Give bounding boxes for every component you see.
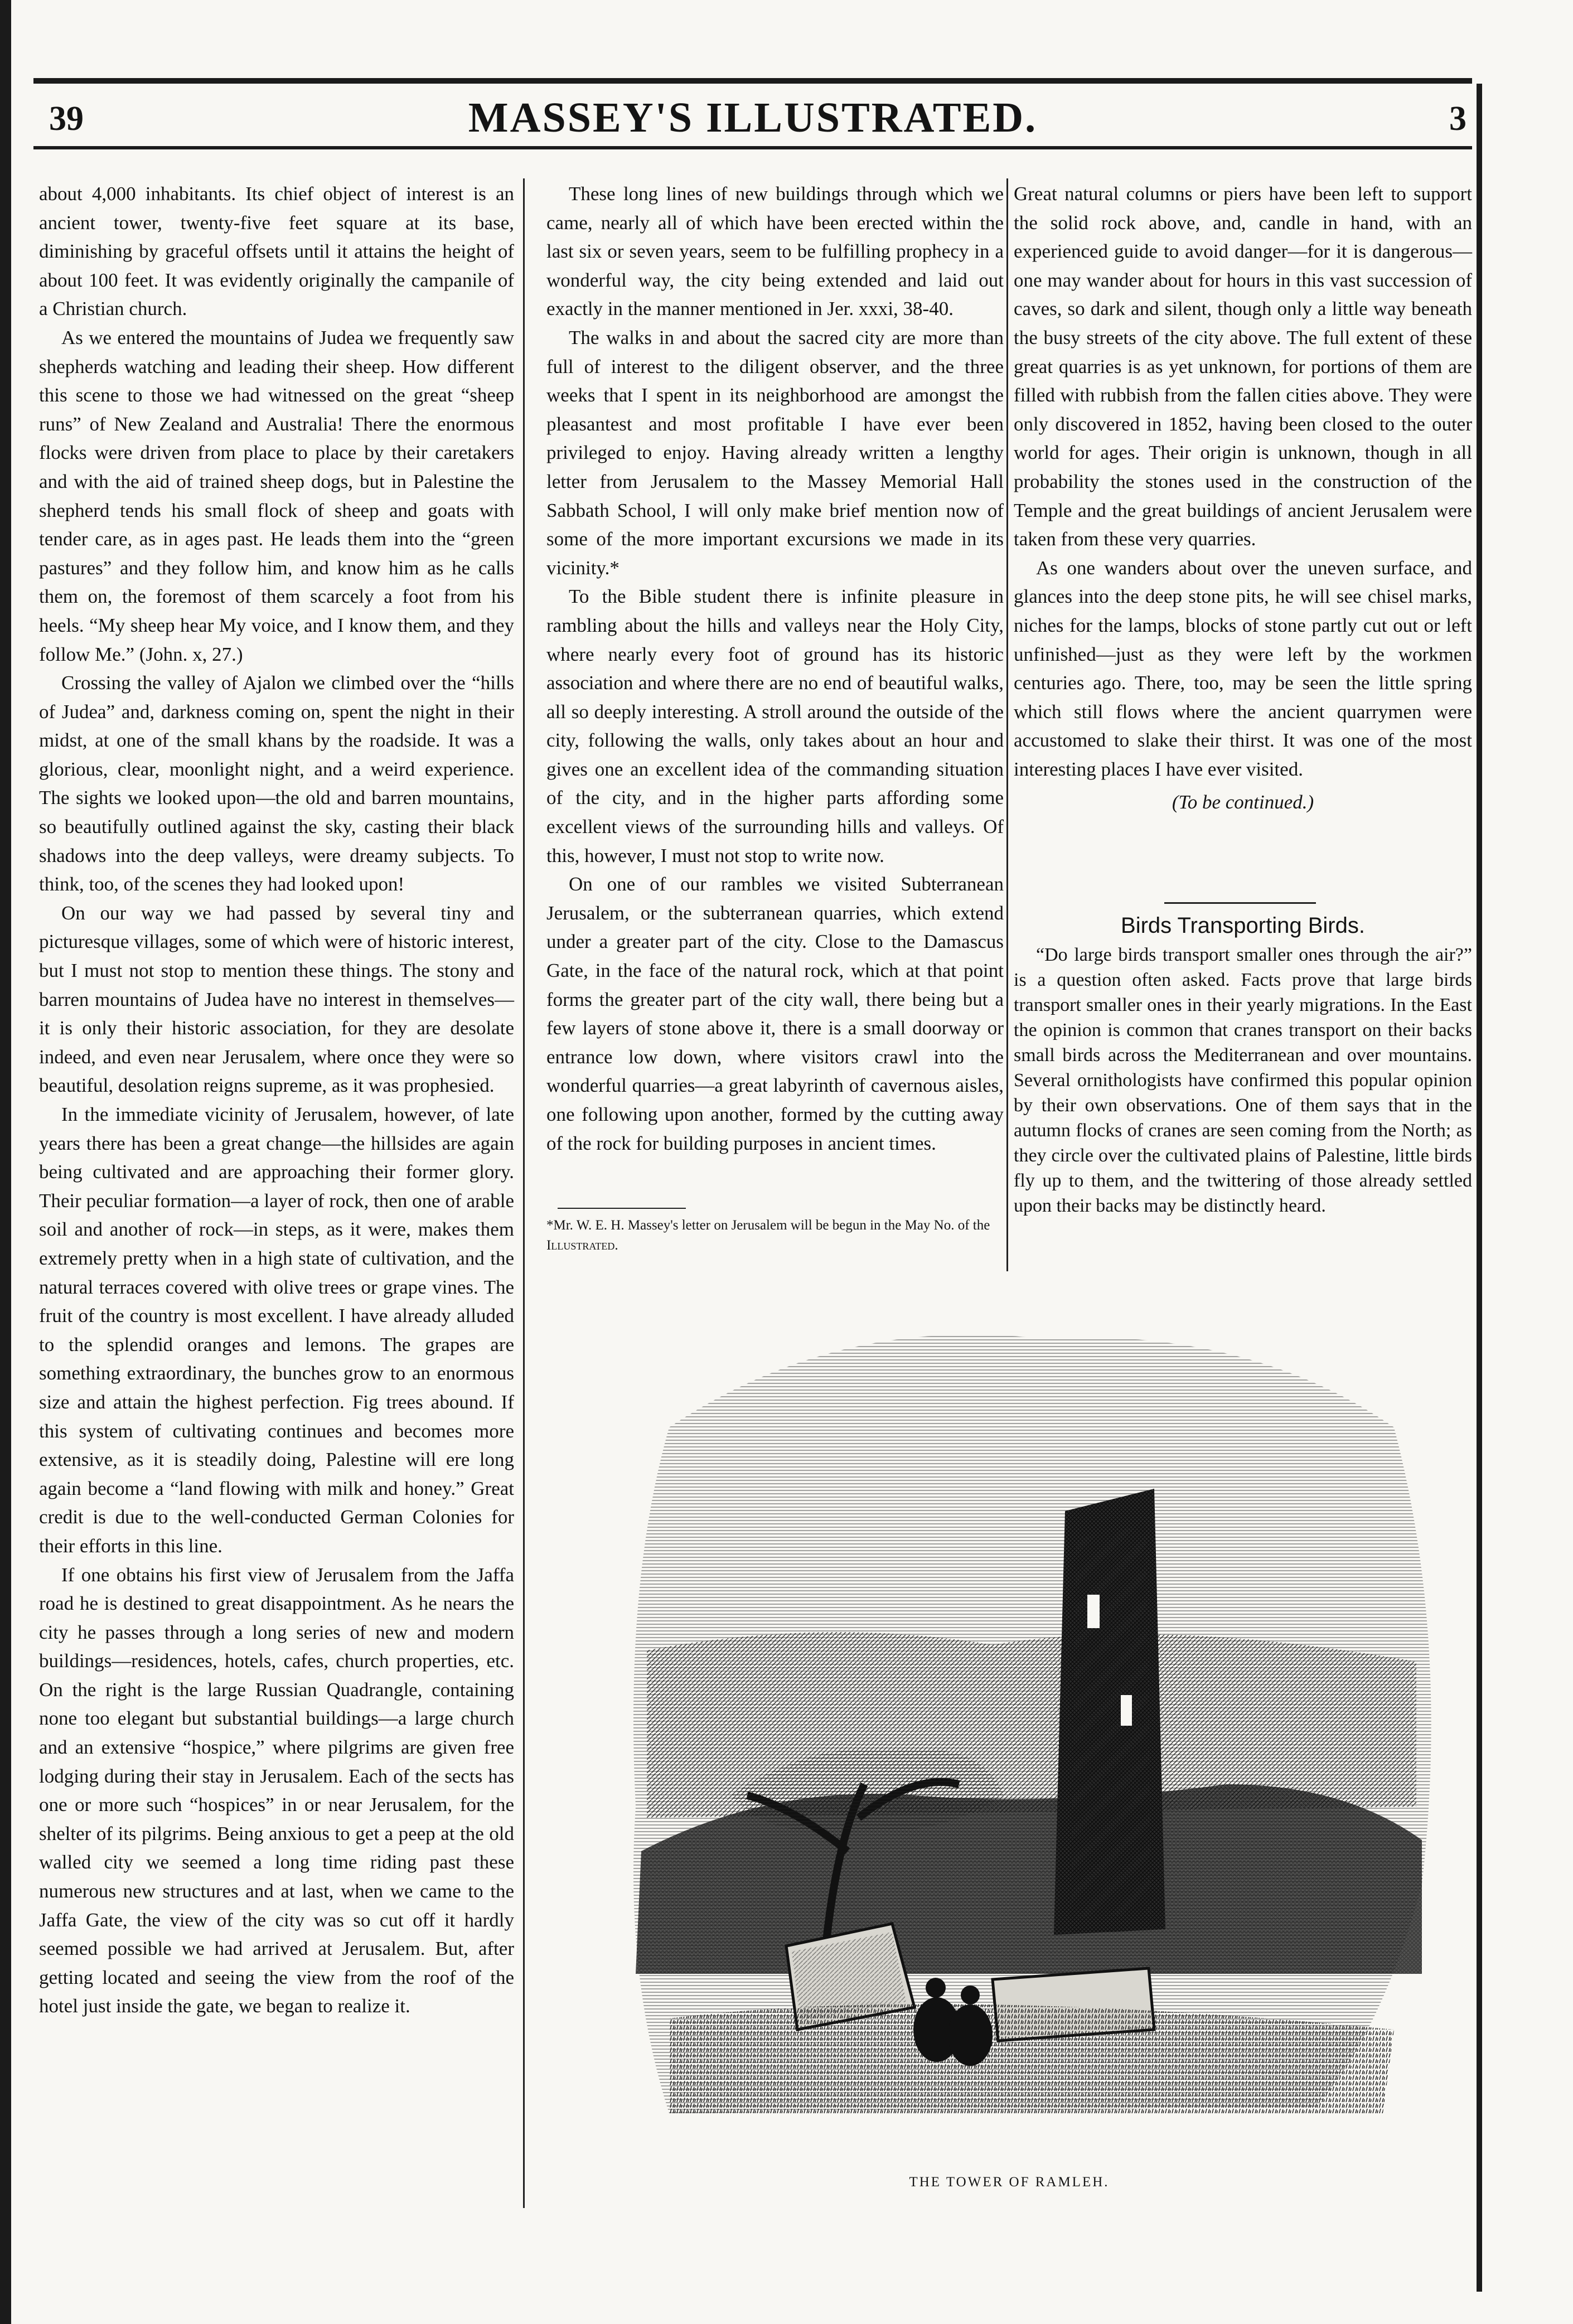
masthead-title: MASSEY'S ILLUSTRATED. [468, 94, 1038, 141]
paragraph: To the Bible student there is infinite pleasure in rambling about the hills and valleys near the Holy City, where nearly every foot of ground has its historic association and where there are no end of beautiful walks, all so deeply interesting. A stroll around the outside of the city, following the walls, only takes about an hour and gives one an excellent idea of the commanding situation of the city, and in the higher parts affording some excellent views of the surrounding hills and valleys. Of this, however, I must not stop to write now. [546, 585, 1004, 866]
page-header [33, 84, 1472, 145]
paragraph: These long lines of new buildings through which we came, nearly all of which have been erected within the last six or seven years, seem to be fulfilling prophecy in a wonderful way, the city being extended and laid out exactly in the manner mentioned in Jer. xxxi, 38-40. [546, 183, 1004, 320]
binding-edge [0, 0, 11, 2324]
article-body [1014, 942, 1472, 1218]
paragraph: The walks in and about the sacred city are more than full of interest to the diligent observer, and the three weeks that I spent in its neighborhood are amongst the pleasantest and most profitable I have ever been privileged to enjoy. Having already written a lengthy letter from Jerusalem to the Massey Memorial Hall Sabbath School, I will only make brief mention now of some of the more important excursions we made in its vicinity.* [546, 326, 1004, 579]
article-divider [1164, 902, 1316, 904]
paragraph: “Do large birds transport smaller ones through the air?” is a question often asked. Facts prove that large birds transport smaller ones in their yearly migrations. In the East the opinion is common that cranes transport on their backs small birds across the Mediterranean and over mountains. Several ornithologists have confirmed this popular opinion by their own observations. One of them says that in the autumn flocks of cranes are seen coming from the North; as they circle over the cultivated plains of Palestine, little birds fly up to them, and the twittering of those already settled upon their backs may be distinctly heard. [1014, 945, 1472, 1216]
text-column-1 [39, 180, 514, 2021]
paragraph: Great natural columns or piers have been left to support the solid rock above, and, candle in hand, with an experienced guide to avoid danger—for it is dangerous—one may wander about for hours in this vast succession of caves, so dark and silent, though only a little way beneath the busy streets of the city above. The full extent of these great quarries is as yet unknown, for portions of them are filled with rubbish from the fallen cities above. They were only discovered in 1852, having been closed to the outer world for ages. Their origin is unknown, though in all probability the stones used in the construction of the Temple and the great buildings of ancient Jerusalem were taken from these very quarries. [1014, 183, 1472, 550]
right-border [1477, 84, 1482, 2292]
illustration-caption: THE TOWER OF RAMLEH. [909, 2175, 1110, 2190]
top-rule [33, 78, 1472, 84]
column-divider [1006, 178, 1008, 1271]
article-title: Birds Transporting Birds. [1121, 913, 1365, 938]
page-number-left: 39 [49, 100, 84, 138]
header-rule [33, 146, 1472, 149]
to-be-continued: (To be continued.) [1172, 791, 1314, 814]
paragraph: In the immediate vicinity of Jerusalem, however, of late years there has been a great change—the hillsides are again being cultivated and are approaching their former glory. Their peculiar formation—a layer of rock, then one of arable soil and another of rock—in steps, as it were, makes them extremely pretty when in a high state of cultivation, and the natural terraces covered with olive trees or grape vines. The fruit of the country is most excellent. I have already alluded to the splendid oranges and lemons. The grapes are something extraordinary, the bunches grow to an enormous size and attain the highest perfection. Fig trees abound. If this system of cultivating continues and becomes more extensive, as it is steadily doing, Palestine will ere long again become a “land flowing with milk and honey.” Great credit is due to the well-conducted German Colonies for their efforts in this line. [39, 1103, 514, 1557]
footnote-text: *Mr. W. E. H. Massey's letter on Jerusalem will be begun in the May No. of the [546, 1218, 990, 1233]
paragraph: about 4,000 inhabitants. Its chief object of interest is an ancient tower, twenty-five feet square at its base, diminishing by graceful offsets until it attains the height of about 100 feet. It was evidently originally the campanile of a Christian church. [39, 183, 514, 320]
text-column-2 [546, 180, 1004, 1158]
paragraph: On our way we had passed by several tiny and picturesque villages, some of which were of historic interest, but I must not stop to mention these things. The stony and barren mountains of Judea have no interest in themselves—it is only their historic association, for they are desolate indeed, and even near Jerusalem, where once they were so beautiful, desolation reigns supreme, as it was prophesied. [39, 902, 514, 1097]
paragraph: As one wanders about over the uneven surface, and glances into the deep stone pits, he will see chisel marks, niches for the lamps, blocks of stone partly cut out or left unfinished—just as they were left by the workmen centuries ago. There, too, may be seen the little spring which still flows where the ancient quarrymen were accustomed to slake their thirst. It was one of the most interesting places I have ever visited. [1014, 556, 1472, 780]
page-number-right: 3 [1449, 100, 1466, 138]
footnote [546, 1216, 1004, 1256]
paragraph: Crossing the valley of Ajalon we climbed over the “hills of Judea” and, darkness coming on, spent the night in their midst, at one of the small khans by the roadside. It was a glorious, clear, moonlight night, and a weird experience. The sights we looked upon—the old and barren mountains, so beautifully outlined against the sky, casting their black shadows into the deep valleys, were dreamy subjects. To think, too, of the scenes they had looked upon! [39, 672, 514, 895]
column-divider [523, 178, 525, 2208]
paragraph: As we entered the mountains of Judea we frequently saw shepherds watching and leading their sheep. How different this scene to those we had witnessed on the great “sheep runs” of New Zealand and Australia! There the enormous flocks were driven from place to place by their caretakers and with the aid of trained sheep dogs, but in Palestine the shepherd tends his small flock of sheep and goats with tender care, as in ages past. He leads them into the “green pastures” and they follow him, and know him as he calls them on, the foremost of them scarcely a foot from his heels. “My sheep hear My voice, and I know them, and they follow Me.” (John. x, 27.) [39, 326, 514, 665]
footnote-rule [558, 1208, 686, 1209]
engraving-tower-of-ramleh [602, 1305, 1455, 2163]
footnote-magazine: Illustrated. [546, 1238, 618, 1253]
text-column-3 [1014, 180, 1472, 817]
paragraph: On one of our rambles we visited Subterranean Jerusalem, or the subterranean quarries, which extend under a greater part of the city. Close to the Damascus Gate, in the face of the natural rock, which at that point forms the greater part of the city wall, there being but a few layers of stone above it, there is a small doorway or entrance low down, where visitors crawl into the wonderful quarries—a great labyrinth of cavernous aisles, one following upon another, formed by the cutting away of the rock for building purposes in ancient times. [546, 873, 1004, 1154]
paragraph: If one obtains his first view of Jerusalem from the Jaffa road he is destined to great disappointment. As he nears the city he passes through a long series of new and modern buildings—residences, hotels, cafes, church properties, etc. On the right is the large Russian Quadrangle, containing none too elegant but substantial buildings—a large church and an extensive “hospice,” where pilgrims are given free lodging during their stay in Jerusalem. Each of the sects has one or more such “hospices” in or near Jerusalem, for the shelter of its pilgrims. Being anxious to get a peep at the old walled city we seemed a long time riding past these numerous new structures and at last, when we came to the Jaffa Gate, the view of the city was so cut off it hardly seemed possible we had arrived at Jerusalem. But, after getting located and seeing the view from the roof of the hotel just inside the gate, we began to realize it. [39, 1563, 514, 2017]
